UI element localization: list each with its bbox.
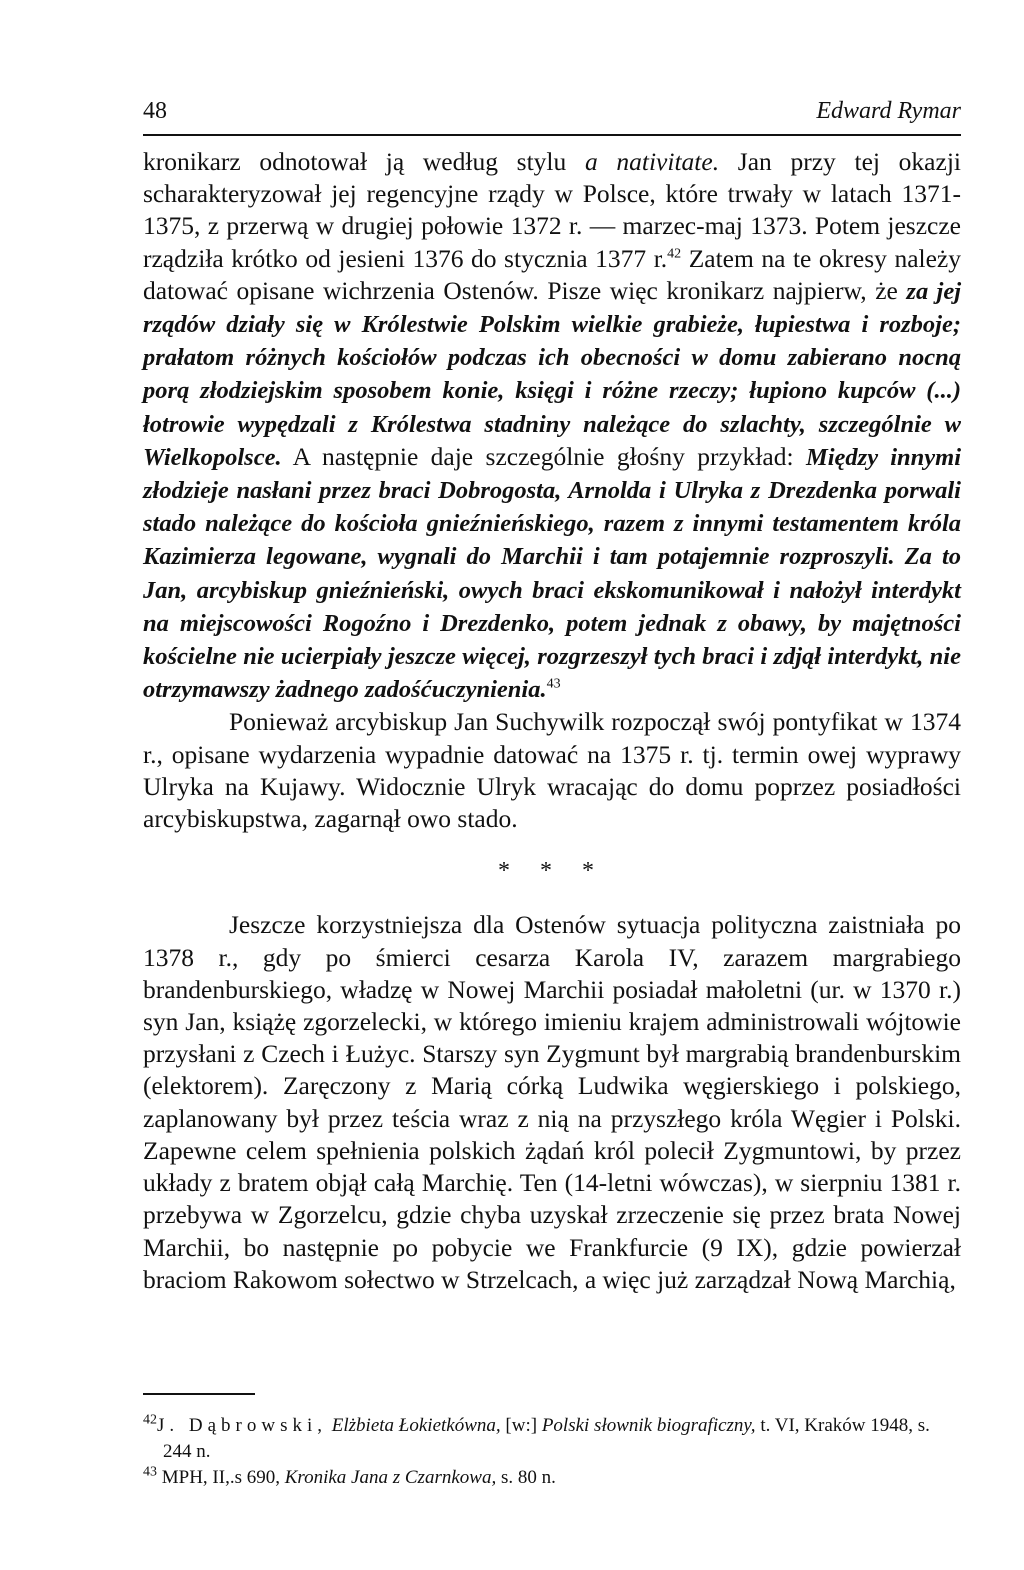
text-run: s. 80 n. [496,1467,556,1488]
footnote-mark: 42 [143,1412,157,1428]
footnote-ref[interactable]: 43 [546,676,561,692]
page-number: 48 [143,98,167,124]
footnote-title: Kronika Jana z Czarnkowa, [284,1467,497,1488]
footnote-ref[interactable]: 42 [667,246,682,262]
running-head: Edward Rymar [816,98,961,124]
chronicle-quote: Między innymi złodzieje nasłani przez braci Dobrogosta, Arnolda i Ulryka z Drezdenka porwali stado należące do kościoła gnieźnieńskiego, razem z innymi testamentem króla Kazimierza legowane, wygnali do Marchii i tam potajemnie rozproszyli. Za to Jan, arcybiskup gnieźnieński, owych braci ekskomunikował i nałożył interdykt na miejscowości Rogoźno i Drezdenko, potem jednak z obawy, by majętności kościelne nie ucierpiały jeszcze więcej, rozgrzeszył tych braci i zdjął interdykt, nie otrzymawszy żadnego zadośćuczynienia. [143,443,962,704]
footnote [143,1412,961,1465]
paragraph: Jeszcze korzystniejsza dla Ostenów sytuacja polityczna zaistniała po 1378 r., gdy po śmierci cesarza Karola IV, zarazem margrabiego brandenburskiego, władzę w Nowej Marchii posiadał małoletni (ur. w 1370 r.) syn Jan, książę zgorzelecki, w którego imieniu krajem administrowali wójtowie przysłani z Czech i Łużyc. Starszy syn Zygmunt był margrabią brandenburskim (elektorem). Zaręczony z Marią córką Ludwika węgierskiego i polskiego, zaplanowany był przez teścia wraz z nią na przyszłego króla Węgier i Polski. Zapewne celem spełnienia polskich żądań król polecił Zygmuntowi, by przez układy z bratem objął całą Marchię. Ten (14-letni wówczas), w sierpniu 1381 r. przebywa w Zgorzelcu, gdzie chyba uzyskał zrzeczenie się przez brata Nowej Marchii, bo następnie po pobycie we Frankfurcie (9 IX), gdzie powierzał braciom Rakowom sołectwo w Strzelcach, a więc już zarządzał Nową Marchią, [143,910,961,1294]
text-run: Zatem na te okresy należy datować opisane wichrzenia Ostenów. Pisze więc kronikarz najpierw, że [143,243,961,305]
paragraph: Ponieważ arcybiskup Jan Suchywilk rozpoczął swój pontyfikat w 1374 r., opisane wydarzenia wypadnie datować na 1375 r. tj. termin owej wyprawy Ulryka na Kujawy. Widocznie Ulryk wracając do domu poprzez posiadłości arcybiskupstwa, zagarnął owo stado. [143,707,961,834]
chronicle-quote: za jej rządów działy się w Królestwie Polskim wielkie grabieże, łupiestwa i rozboje; prałatom różnych kościołów podczas ich obecności w domu zabierano nocną porą złodziejskim sposobem konie, księgi i różne rzeczy; łupiono kupców (...) łotrowie wypędzali z Królestwa stadniny należące do szlachty, szczególnie w Wielkopolsce. [143,277,961,471]
footnote-title: Elżbieta Łokietkówna, [331,1415,501,1436]
text-run: Jan przy tej okazji scharakteryzował jej regencyjne rządy w Polsce, które trwały w latach 1371-1375, z przerwą w drugiej połowie 1372 r. — marzec-maj 1373. Potem jeszcze rządziła krótko od jesieni 1376 do stycznia 1377 r. [143,147,961,273]
text-run: [w:] [500,1415,542,1436]
main-text [143,146,961,1296]
footnote-divider [143,1393,255,1395]
text-run: MPH, II,.s 690, [157,1467,285,1488]
footnotes [143,1413,961,1491]
text-run: A następnie daje szczególnie głośny przykład: [281,441,806,471]
footnote [143,1465,961,1491]
italic-phrase: a nativitate. [584,147,720,176]
footnote-author: J. Dąbrowski, [157,1415,328,1436]
footnote-mark: 43 [143,1464,157,1480]
text-run: kronikarz odnotował ją według stylu [143,147,585,176]
paragraph [143,146,961,706]
section-separator: * * * [498,858,606,885]
footnote-title: Polski słownik biograficzny, [541,1415,756,1436]
page-header [143,98,961,136]
text-run: t. VI, Kraków 1948, s. 244 n. [163,1415,930,1462]
